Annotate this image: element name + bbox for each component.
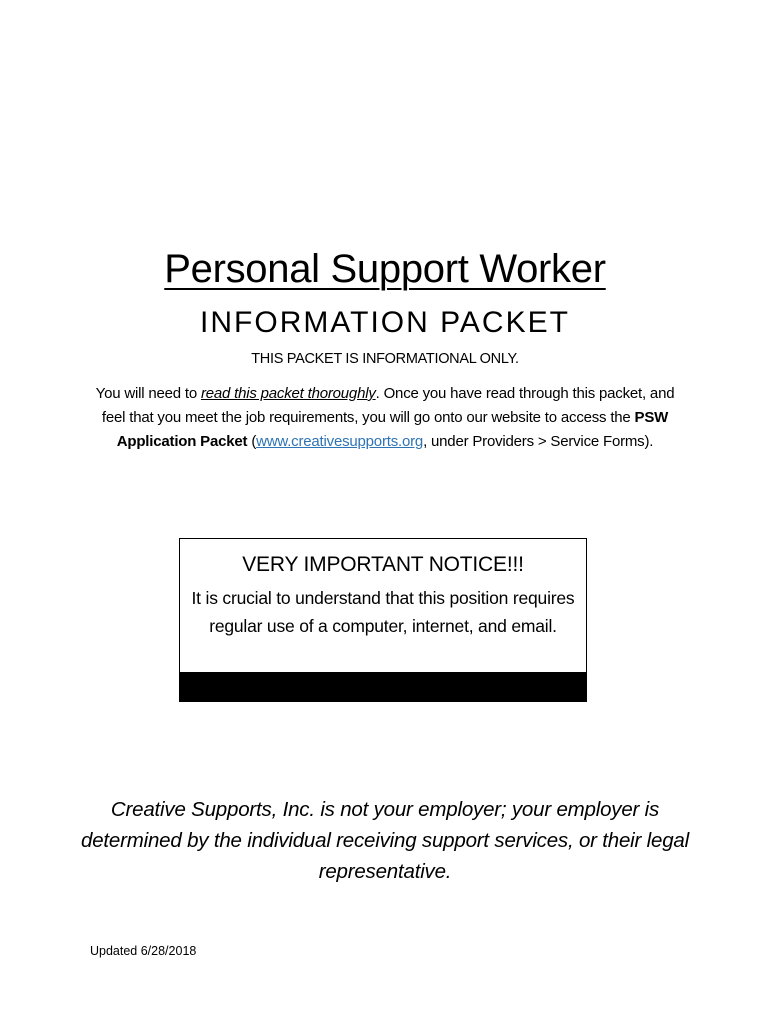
application-packet-label: PSW Application Packet (116, 409, 669, 450)
updated-date: Updated 6/28/2018 (90, 944, 197, 958)
intro-text-3: ( (247, 433, 257, 450)
notice-title: VERY IMPORTANT NOTICE!!! (242, 553, 524, 576)
notice-body: It is crucial to understand that this position requires regular use of a computer, internet, and email. (191, 588, 575, 636)
intro-text-2: . Once you have read through this packet, and feel that you meet the job requirements, you will go onto our website to access the (101, 385, 675, 426)
website-link[interactable]: www.creativesupports.org (256, 433, 424, 450)
important-notice-box (179, 538, 587, 702)
page-title: Personal Support Worker (164, 247, 606, 291)
intro-text-1: You will need to (95, 385, 201, 402)
page-subtitle: INFORMATION PACKET (200, 306, 570, 339)
employer-statement: Creative Supports, Inc. is not your employer; your employer is determined by the individual receiving support services, or their legal representative. (81, 798, 689, 883)
intro-text-4: , under Providers > Service Forms). (423, 433, 654, 450)
intro-emphasis: read this packet thoroughly (200, 385, 376, 402)
notice-bar (180, 672, 586, 701)
informational-note: THIS PACKET IS INFORMATIONAL ONLY. (251, 351, 519, 367)
intro-paragraph (90, 382, 680, 454)
